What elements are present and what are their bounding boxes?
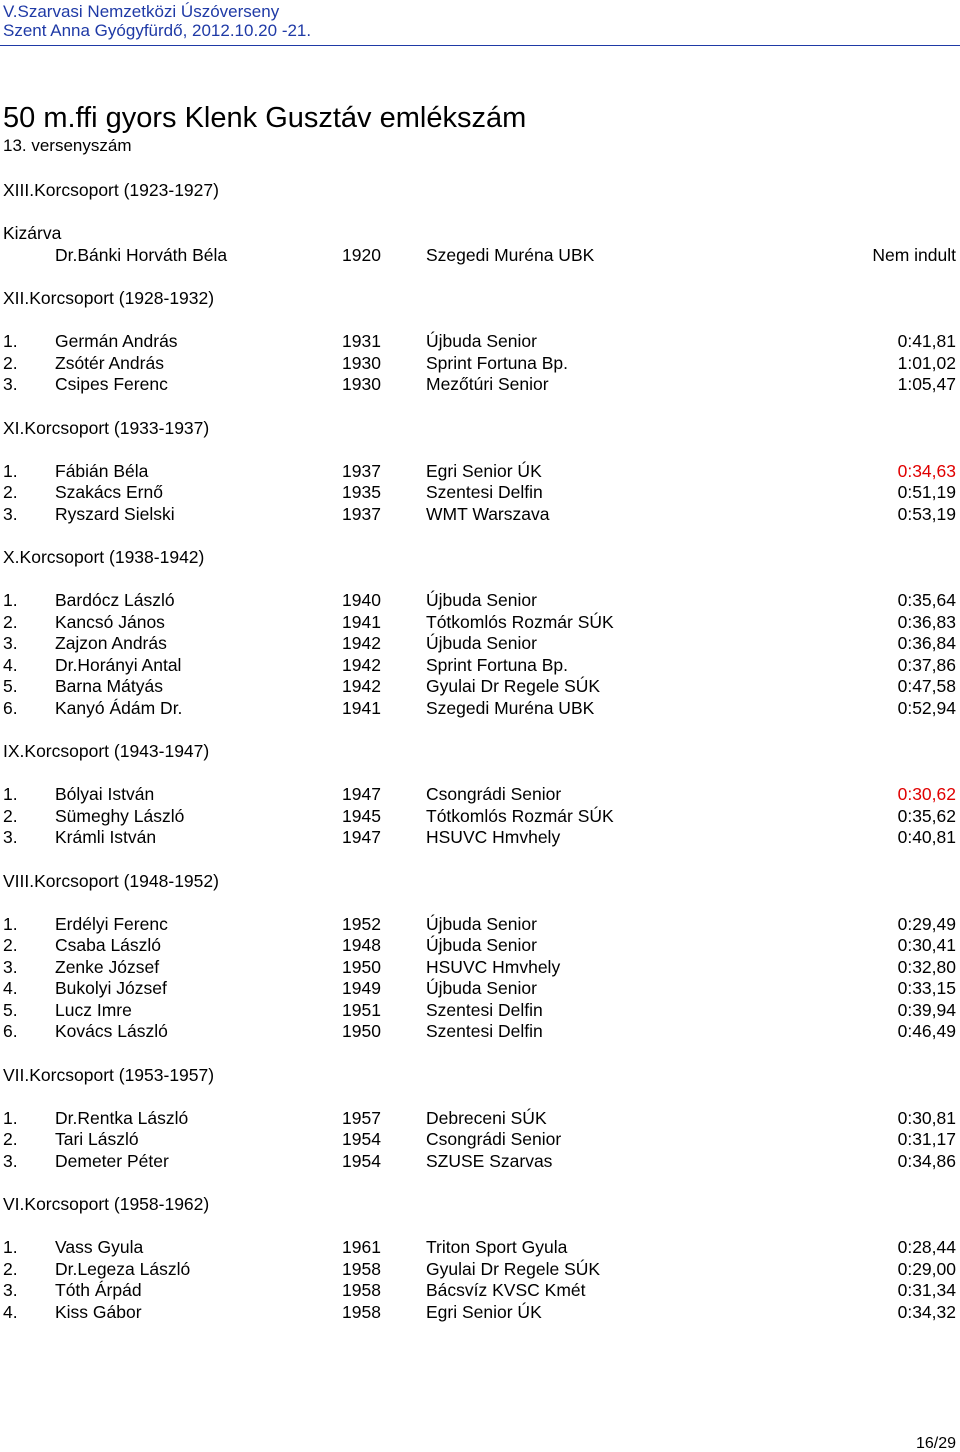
swimmer-name: Kancsó János	[55, 611, 165, 632]
birth-year: 1950	[342, 1021, 381, 1041]
result-row	[0, 1151, 960, 1172]
result-time: 0:36,84	[897, 633, 956, 653]
result-time: 0:30,62	[897, 784, 956, 804]
club-name: Újbuda Senior	[426, 913, 537, 934]
swimmer-name: Zajzon András	[55, 633, 167, 653]
birth-year: 1945	[342, 805, 381, 826]
result-place: 4.	[3, 978, 18, 998]
result-time: 0:33,15	[897, 978, 956, 998]
document-header	[3, 2, 311, 40]
birth-year: 1958	[342, 1258, 381, 1279]
result-time: 0:35,62	[897, 805, 956, 826]
swimmer-name: Vass Gyula	[55, 1237, 144, 1257]
header-divider	[0, 45, 960, 46]
club-name: Mezőtúri Senior	[426, 374, 549, 394]
swimmer-name: Dr.Legeza László	[55, 1258, 191, 1279]
birth-year: 1937	[342, 460, 381, 481]
result-place: 1.	[3, 1237, 18, 1257]
result-place: 5.	[3, 676, 18, 696]
birth-year: 1957	[342, 1107, 381, 1128]
result-time: 0:35,64	[897, 590, 956, 610]
result-row	[0, 1259, 960, 1280]
club-name: Csongrádi Senior	[426, 784, 562, 804]
birth-year: 1940	[342, 590, 381, 610]
result-place: 4.	[3, 1301, 18, 1322]
result-place: 2.	[3, 482, 18, 502]
result-row	[0, 245, 960, 266]
result-row	[0, 461, 960, 482]
birth-year: 1951	[342, 999, 381, 1020]
swimmer-name: Bardócz László	[55, 590, 175, 610]
swimmer-name: Zsótér András	[55, 352, 164, 373]
result-place: 3.	[3, 956, 18, 977]
result-time: 0:51,19	[897, 482, 956, 502]
result-row	[0, 1302, 960, 1323]
birth-year: 1954	[342, 1150, 381, 1171]
result-time: 0:47,58	[897, 676, 956, 696]
club-name: Triton Sport Gyula	[426, 1237, 568, 1257]
club-name: Egri Senior ÚK	[426, 460, 542, 481]
result-time: 0:31,17	[897, 1129, 956, 1149]
club-name: Újbuda Senior	[426, 331, 537, 351]
result-place: 6.	[3, 697, 18, 718]
birth-year: 1958	[342, 1301, 381, 1322]
birth-year: 1950	[342, 956, 381, 977]
birth-year: 1930	[342, 352, 381, 373]
result-place: 1.	[3, 460, 18, 481]
birth-year: 1949	[342, 978, 381, 998]
result-place: 6.	[3, 1021, 18, 1041]
birth-year: 1920	[342, 244, 381, 265]
result-time: 0:52,94	[897, 697, 956, 718]
club-name: HSUVC Hmvhely	[426, 827, 561, 847]
result-place: 5.	[3, 999, 18, 1020]
age-group-heading: VII.Korcsoport (1953-1957)	[3, 1064, 215, 1085]
result-place: 1.	[3, 1107, 18, 1128]
swimmer-name: Csipes Ferenc	[55, 374, 168, 394]
club-name: Szentesi Delfin	[426, 482, 543, 502]
swimmer-name: Kiss Gábor	[55, 1301, 142, 1322]
result-row	[0, 374, 960, 395]
club-name: Újbuda Senior	[426, 935, 537, 955]
birth-year: 1941	[342, 611, 381, 632]
result-time: 0:31,34	[897, 1280, 956, 1300]
result-row	[0, 1000, 960, 1021]
club-name: Csongrádi Senior	[426, 1129, 562, 1149]
club-name: Újbuda Senior	[426, 978, 537, 998]
age-group-heading: X.Korcsoport (1938-1942)	[3, 547, 205, 567]
result-row	[0, 353, 960, 374]
club-name: Debreceni SÚK	[426, 1107, 547, 1128]
result-place: 2.	[3, 935, 18, 955]
birth-year: 1937	[342, 503, 381, 524]
result-time: 0:28,44	[897, 1237, 956, 1257]
birth-year: 1961	[342, 1237, 381, 1257]
result-row	[0, 1129, 960, 1150]
result-row	[0, 978, 960, 999]
age-group-heading: VI.Korcsoport (1958-1962)	[3, 1194, 210, 1214]
swimmer-name: Dr.Bánki Horváth Béla	[55, 244, 228, 265]
result-place: 1.	[3, 913, 18, 934]
result-time: 0:30,41	[897, 935, 956, 955]
result-place: 1.	[3, 331, 18, 351]
result-row	[0, 612, 960, 633]
result-place: 3.	[3, 1150, 18, 1171]
result-time: 0:46,49	[897, 1021, 956, 1041]
result-row	[0, 914, 960, 935]
birth-year: 1935	[342, 482, 381, 502]
result-place: 3.	[3, 1280, 18, 1300]
swimmer-name: Bukolyi József	[55, 978, 167, 998]
result-row	[0, 482, 960, 503]
birth-year: 1947	[342, 827, 381, 847]
result-time: 0:30,81	[897, 1107, 956, 1128]
swimmer-name: Tóth Árpád	[55, 1280, 142, 1300]
club-name: Tótkomlós Rozmár SÚK	[426, 611, 614, 632]
age-group-heading: VIII.Korcsoport (1948-1952)	[3, 870, 219, 891]
club-name: WMT Warszava	[426, 503, 550, 524]
club-name: Újbuda Senior	[426, 590, 537, 610]
club-name: Szegedi Muréna UBK	[426, 244, 595, 265]
result-row	[0, 633, 960, 654]
event-title: 50 m.ffi gyors Klenk Gusztáv emlékszám	[3, 102, 527, 134]
header-competition-name: V.Szarvasi Nemzetközi Úszóverseny	[3, 2, 280, 21]
result-row	[0, 698, 960, 719]
birth-year: 1942	[342, 633, 381, 653]
club-name: Egri Senior ÚK	[426, 1301, 542, 1322]
birth-year: 1954	[342, 1129, 381, 1149]
age-group-heading: XI.Korcsoport (1933-1937)	[3, 417, 210, 438]
result-place: 2.	[3, 805, 18, 826]
result-time: 1:01,02	[897, 352, 956, 373]
result-row	[0, 1021, 960, 1042]
birth-year: 1931	[342, 331, 381, 351]
result-time: 0:53,19	[897, 503, 956, 524]
result-row	[0, 1108, 960, 1129]
result-place: 2.	[3, 1129, 18, 1149]
result-time: 1:05,47	[897, 374, 956, 394]
result-row	[0, 331, 960, 352]
result-place: 2.	[3, 352, 18, 373]
result-place: 3.	[3, 374, 18, 394]
result-time: 0:34,86	[897, 1150, 956, 1171]
group-status: Kizárva	[3, 223, 62, 243]
swimmer-name: Sümeghy László	[55, 805, 185, 826]
club-name: Sprint Fortuna Bp.	[426, 654, 569, 675]
swimmer-name: Demeter Péter	[55, 1150, 169, 1171]
club-name: HSUVC Hmvhely	[426, 956, 561, 977]
club-name: Szegedi Muréna UBK	[426, 697, 595, 718]
age-group-heading: XII.Korcsoport (1928-1932)	[3, 288, 215, 308]
age-group-heading: XIII.Korcsoport (1923-1927)	[3, 180, 219, 200]
age-group-heading: IX.Korcsoport (1943-1947)	[3, 741, 210, 761]
club-name: Szentesi Delfin	[426, 1021, 543, 1041]
birth-year: 1930	[342, 374, 381, 394]
result-time: 0:39,94	[897, 999, 956, 1020]
swimmer-name: Barna Mátyás	[55, 676, 163, 696]
swimmer-name: Dr.Rentka László	[55, 1107, 189, 1128]
swimmer-name: Germán András	[55, 331, 178, 351]
birth-year: 1941	[342, 697, 381, 718]
result-row	[0, 806, 960, 827]
club-name: Szentesi Delfin	[426, 999, 543, 1020]
result-place: 2.	[3, 1258, 18, 1279]
result-time: Nem indult	[872, 244, 956, 265]
result-time: 0:37,86	[897, 654, 956, 675]
club-name: Gyulai Dr Regele SÚK	[426, 1258, 601, 1279]
club-name: Tótkomlós Rozmár SÚK	[426, 805, 614, 826]
result-row	[0, 1280, 960, 1301]
swimmer-name: Tari László	[55, 1129, 139, 1149]
result-place: 3.	[3, 827, 18, 847]
result-place: 1.	[3, 784, 18, 804]
swimmer-name: Bólyai István	[55, 784, 155, 804]
result-row	[0, 784, 960, 805]
swimmer-name: Dr.Horányi Antal	[55, 654, 182, 675]
swimmer-name: Kanyó Ádám Dr.	[55, 697, 183, 718]
swimmer-name: Csaba László	[55, 935, 162, 955]
result-place: 3.	[3, 503, 18, 524]
result-time: 0:34,32	[897, 1301, 956, 1322]
result-row	[0, 957, 960, 978]
result-row	[0, 590, 960, 611]
result-row	[0, 504, 960, 525]
swimmer-name: Szakács Ernő	[55, 482, 163, 502]
page-number: 16/29	[915, 1435, 956, 1452]
swimmer-name: Krámli István	[55, 827, 157, 847]
result-row	[0, 1237, 960, 1258]
swimmer-name: Kovács László	[55, 1021, 168, 1041]
swimmer-name: Lucz Imre	[55, 999, 132, 1020]
birth-year: 1958	[342, 1280, 381, 1300]
birth-year: 1947	[342, 784, 381, 804]
result-row	[0, 676, 960, 697]
result-time: 0:41,81	[897, 331, 956, 351]
birth-year: 1942	[342, 654, 381, 675]
result-time: 0:29,00	[897, 1258, 956, 1279]
result-place: 3.	[3, 633, 18, 653]
club-name: Gyulai Dr Regele SÚK	[426, 676, 601, 696]
swimmer-name: Fábián Béla	[55, 460, 149, 481]
club-name: Sprint Fortuna Bp.	[426, 352, 569, 373]
result-place: 2.	[3, 611, 18, 632]
result-time: 0:36,83	[897, 611, 956, 632]
club-name: Bácsvíz KVSC Kmét	[426, 1280, 586, 1300]
result-row	[0, 935, 960, 956]
club-name: Újbuda Senior	[426, 633, 537, 653]
swimmer-name: Erdélyi Ferenc	[55, 913, 168, 934]
result-time: 0:34,63	[897, 460, 956, 481]
result-time: 0:32,80	[897, 956, 956, 977]
result-time: 0:40,81	[897, 827, 956, 847]
club-name: SZUSE Szarvas	[426, 1150, 553, 1171]
result-place: 1.	[3, 590, 18, 610]
swimmer-name: Zenke József	[55, 956, 160, 977]
header-venue-date: Szent Anna Gyógyfürdő, 2012.10.20 -21.	[3, 21, 312, 40]
result-place: 4.	[3, 654, 18, 675]
result-time: 0:29,49	[897, 913, 956, 934]
event-number: 13. versenyszám	[3, 136, 132, 155]
result-row	[0, 655, 960, 676]
swimmer-name: Ryszard Sielski	[55, 503, 175, 524]
birth-year: 1948	[342, 935, 381, 955]
birth-year: 1942	[342, 676, 381, 696]
birth-year: 1952	[342, 913, 381, 934]
result-row	[0, 827, 960, 848]
